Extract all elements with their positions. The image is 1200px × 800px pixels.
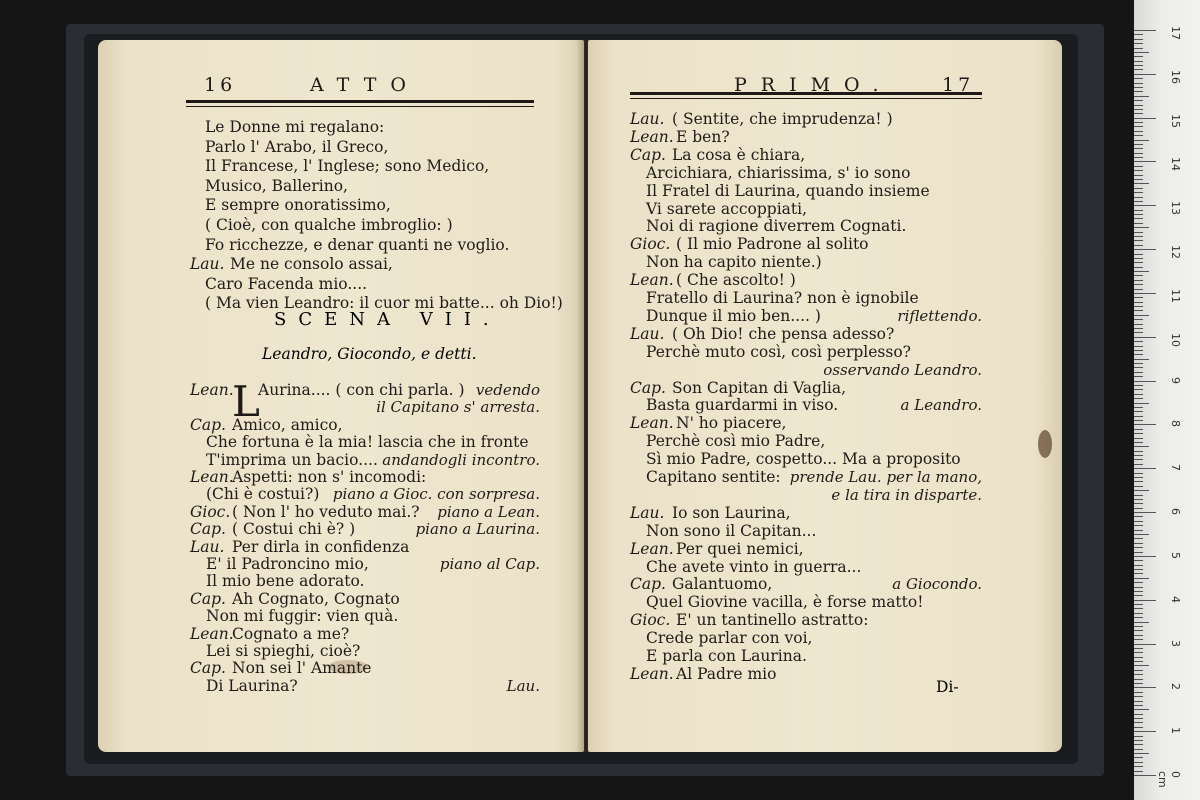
verse-line: Amico, amico, — [232, 415, 343, 434]
ruler-tick — [1134, 744, 1143, 745]
ruler-tick — [1134, 389, 1143, 390]
ruler-tick — [1134, 240, 1143, 241]
ruler-tick — [1134, 236, 1143, 237]
verse-line: ( Che ascolto! ) — [676, 271, 796, 290]
ruler-tick — [1134, 271, 1149, 272]
ruler-tick — [1134, 43, 1143, 44]
ruler-tick — [1134, 679, 1143, 680]
verse-line: Perchè così mio Padre, — [646, 432, 826, 451]
ruler-tick — [1134, 578, 1149, 579]
verse-line: Al Padre mio — [676, 664, 777, 683]
ruler-tick — [1134, 534, 1149, 535]
speaker-label: Cap. — [190, 520, 226, 539]
speaker-label: Cap. — [190, 415, 226, 434]
ruler-tick — [1134, 608, 1143, 609]
ruler-tick — [1134, 722, 1143, 723]
ruler-tick — [1134, 516, 1143, 517]
ruler-tick — [1134, 424, 1156, 425]
ruler-label: 10 — [1169, 332, 1182, 347]
verse-line: ( Ma vien Leandro: il cuor mi batte... oh Dio!) — [205, 294, 563, 313]
ruler-label: 17 — [1169, 26, 1182, 40]
speaker-label: Lean. — [630, 127, 674, 146]
ruler-tick — [1134, 429, 1143, 430]
ruler-label: 7 — [1169, 464, 1182, 472]
ruler-tick — [1134, 376, 1143, 377]
stage-direction: piano a Laurina. — [415, 520, 540, 539]
scene-characters: Leandro, Giocondo, e detti. — [262, 345, 477, 363]
ruler-tick — [1134, 626, 1143, 627]
verse-line: (Chi è costui?) — [206, 485, 320, 504]
verse-line: ( Non l' ho veduto mai.? — [232, 502, 420, 521]
ruler-tick — [1134, 310, 1143, 311]
stage-direction: riflettendo. — [897, 306, 982, 325]
verse-line: Parlo l' Arabo, il Greco, — [205, 137, 389, 156]
catchword: Di- — [936, 678, 959, 696]
ruler-tick — [1134, 61, 1143, 62]
ruler-tick — [1134, 394, 1143, 395]
drop-cap: L — [232, 377, 260, 426]
ruler-label: 9 — [1169, 376, 1182, 384]
stage-direction: a Giocondo. — [892, 575, 982, 594]
ruler-tick — [1134, 442, 1143, 443]
verse-line: Basta guardarmi in viso. — [646, 396, 839, 415]
ruler-tick — [1134, 622, 1149, 623]
ruler-tick — [1134, 635, 1143, 636]
ruler-tick — [1134, 591, 1143, 592]
ruler-tick — [1134, 552, 1143, 553]
ruler-tick — [1134, 683, 1143, 684]
ruler-tick — [1134, 179, 1143, 180]
verse-line: Musico, Ballerino, — [205, 176, 348, 195]
ruler-label: 0 cm — [1156, 771, 1182, 788]
speaker-label: Lau. — [630, 324, 665, 343]
speaker-label: Gioc. — [630, 235, 671, 254]
ruler-tick — [1134, 468, 1156, 469]
ruler-tick — [1134, 696, 1143, 697]
ruler-tick — [1134, 166, 1143, 167]
ruler-tick — [1134, 473, 1143, 474]
ruler-tick — [1134, 718, 1143, 719]
ruler-tick — [1134, 148, 1143, 149]
stage-direction: e la tira in disparte. — [831, 485, 982, 504]
verse-line: Noi di ragione diverrem Cognati. — [646, 217, 907, 236]
ruler-tick — [1134, 197, 1143, 198]
ruler-tick — [1134, 582, 1143, 583]
ruler-tick — [1134, 407, 1143, 408]
ruler-tick — [1134, 617, 1143, 618]
ruler-label: 3 — [1169, 639, 1182, 647]
ruler-tick — [1134, 757, 1143, 758]
ruler-tick — [1134, 113, 1143, 114]
ruler-tick — [1134, 481, 1143, 482]
ruler-tick — [1134, 302, 1143, 303]
ruler-tick — [1134, 192, 1143, 193]
speaker-label: Gioc. — [630, 611, 671, 630]
verse-line: ( Costui chi è? ) — [232, 520, 356, 539]
ruler-tick — [1134, 157, 1143, 158]
verse-line: Le Donne mi regalano: — [205, 118, 385, 136]
ruler-tick — [1134, 727, 1143, 728]
verse-line: Vi sarete accoppiati, — [646, 199, 808, 218]
stage-direction: il Capitano s' arresta. — [376, 398, 540, 417]
verse-line: Perchè muto così, così perplesso? — [646, 342, 911, 361]
ruler-tick — [1134, 701, 1143, 702]
ruler-tick — [1134, 131, 1143, 132]
ruler-tick — [1134, 183, 1149, 184]
speaker-label: Lean. — [190, 624, 234, 643]
verse-line: Sì mio Padre, cospetto... Ma a proposito — [646, 450, 961, 469]
ruler-tick — [1134, 227, 1149, 228]
verse-line: Cognato a me? — [232, 624, 350, 643]
ruler-tick — [1134, 499, 1143, 500]
speaker-label: Cap. — [190, 589, 226, 608]
ruler-tick — [1134, 556, 1156, 557]
ruler-tick — [1134, 687, 1156, 688]
ruler-tick — [1134, 144, 1143, 145]
ruler-tick — [1134, 569, 1143, 570]
stage-direction: a Leandro. — [900, 396, 982, 415]
ruler-tick — [1134, 328, 1143, 329]
verse-line: ( Oh Dio! che pensa adesso? — [672, 324, 895, 343]
ruler-tick — [1134, 188, 1143, 189]
ruler-tick — [1134, 560, 1143, 561]
verse-line: Che fortuna è la mia! lascia che in fronte — [206, 433, 529, 452]
verse-line: Aurina.... ( con chi parla. ) — [258, 381, 465, 399]
verse-line: ( Il mio Padrone al solito — [676, 235, 869, 254]
ruler-tick — [1134, 709, 1149, 710]
ruler-tick — [1134, 289, 1143, 290]
verse-line: Il mio bene adorato. — [206, 572, 365, 591]
ruler-tick — [1134, 648, 1143, 649]
ruler-tick — [1134, 223, 1143, 224]
ruler-tick — [1134, 205, 1156, 206]
ruler-tick — [1134, 30, 1156, 31]
ruler-label: 12 — [1169, 245, 1182, 260]
stage-direction: Lau. — [506, 676, 540, 695]
speaker-label: Lean. — [630, 271, 674, 290]
ruler-tick — [1134, 284, 1143, 285]
ruler-tick — [1134, 455, 1143, 456]
verse-line: E' un tantinello astratto: — [676, 611, 869, 630]
ruler-tick — [1134, 652, 1143, 653]
right-running-header: PRIMO. — [734, 74, 893, 96]
verse-line: Ah Cognato, Cognato — [232, 589, 400, 608]
verse-line: Io son Laurina, — [672, 503, 791, 522]
ruler-tick — [1134, 332, 1143, 333]
ruler-tick — [1134, 122, 1143, 123]
stage-direction: piano al Cap. — [439, 555, 540, 573]
ruler-tick — [1134, 451, 1143, 452]
ruler-tick — [1134, 267, 1143, 268]
ruler-tick — [1134, 39, 1143, 40]
ruler-tick — [1134, 573, 1143, 574]
ruler-tick — [1134, 477, 1143, 478]
stain — [1038, 430, 1052, 458]
ruler-tick — [1134, 692, 1143, 693]
ruler-tick — [1134, 293, 1156, 294]
ruler-label: 8 — [1169, 420, 1182, 428]
ruler-tick — [1134, 665, 1149, 666]
ruler-tick — [1134, 153, 1143, 154]
ruler-tick — [1134, 446, 1149, 447]
ruler-tick — [1134, 210, 1143, 211]
ruler-tick — [1134, 367, 1143, 368]
ruler-tick — [1134, 324, 1143, 325]
ruler-tick — [1134, 740, 1143, 741]
ruler-tick — [1134, 661, 1143, 662]
ruler-tick — [1134, 350, 1143, 351]
ruler-tick — [1134, 644, 1156, 645]
verse-line: La cosa è chiara, — [672, 145, 806, 164]
ruler-label: 1 — [1169, 727, 1182, 735]
ruler-tick — [1134, 140, 1149, 141]
ruler-tick — [1134, 232, 1143, 233]
ruler-tick — [1134, 495, 1143, 496]
ruler-tick — [1134, 118, 1156, 119]
stage-direction: piano a Gioc. con sorpresa. — [332, 485, 540, 504]
verse-line: ( Cioè, con qualche imbroglio: ) — [205, 216, 453, 234]
ruler-label: 4 — [1169, 595, 1182, 603]
ruler-tick — [1134, 34, 1143, 35]
left-header-rule — [186, 100, 534, 107]
ruler-tick — [1134, 420, 1143, 421]
ruler-tick — [1134, 670, 1143, 671]
ruler-tick — [1134, 771, 1143, 772]
ruler-tick — [1134, 775, 1156, 776]
speaker-label: Cap. — [630, 575, 666, 594]
ruler-tick — [1134, 595, 1143, 596]
verse-line: E' il Padroncino mio, — [206, 555, 369, 573]
ruler-tick — [1134, 731, 1156, 732]
speaker-label: Lau. — [630, 503, 665, 522]
ruler-tick — [1134, 105, 1143, 106]
ruler-tick — [1134, 315, 1149, 316]
ruler-tick — [1134, 565, 1143, 566]
ruler-tick — [1134, 459, 1143, 460]
ruler-tick — [1134, 521, 1143, 522]
ruler-tick — [1134, 736, 1143, 737]
ruler-tick — [1134, 258, 1143, 259]
ruler-tick — [1134, 438, 1143, 439]
speaker-label: Lean. — [190, 468, 234, 486]
ruler-tick — [1134, 175, 1143, 176]
ruler-tick — [1134, 87, 1143, 88]
ruler-tick — [1134, 100, 1143, 101]
ruler-tick — [1134, 56, 1143, 57]
ruler-tick — [1134, 363, 1143, 364]
verse-line: Crede parlar con voi, — [646, 629, 813, 648]
verse-line: Lei si spieghi, cioè? — [206, 642, 361, 660]
verse-line: Galantuomo, — [672, 575, 773, 594]
ruler-tick — [1134, 604, 1143, 605]
right-page-number: 17 — [942, 74, 975, 96]
ruler-label: 14 — [1169, 157, 1182, 172]
ruler-tick — [1134, 170, 1143, 171]
verse-line: E ben? — [676, 127, 730, 146]
ruler-label: 6 — [1169, 508, 1182, 516]
speaker-label: Cap. — [630, 145, 666, 164]
verse-line: Fratello di Laurina? non è ignobile — [646, 289, 919, 307]
ruler-tick — [1134, 503, 1143, 504]
verse-line: ( Sentite, che imprudenza! ) — [672, 110, 893, 128]
ruler-tick — [1134, 490, 1149, 491]
ruler-tick — [1134, 766, 1143, 767]
verse-line: Di Laurina? — [206, 676, 298, 695]
ruler-tick — [1134, 249, 1156, 250]
left-running-header: ATTO — [310, 74, 420, 96]
ruler-tick — [1134, 512, 1156, 513]
ruler-tick — [1134, 714, 1143, 715]
ruler-tick — [1134, 254, 1143, 255]
ruler-tick — [1134, 109, 1143, 110]
ruler-label: 15 — [1169, 113, 1182, 128]
measuring-ruler — [1134, 0, 1200, 800]
speaker-label: Lau. — [190, 537, 225, 556]
right-header-rule — [630, 92, 982, 99]
ruler-tick — [1134, 530, 1143, 531]
verse-line: Il Fratel di Laurina, quando insieme — [646, 181, 930, 200]
ruler-tick — [1134, 600, 1156, 601]
verse-line: Dunque il mio ben.... ) — [646, 306, 821, 325]
ruler-tick — [1134, 416, 1143, 417]
speaker-label: Lean. — [630, 414, 674, 433]
ruler-tick — [1134, 65, 1143, 66]
ruler-tick — [1134, 657, 1143, 658]
ruler-tick — [1134, 83, 1143, 84]
ruler-label: 16 — [1169, 69, 1182, 84]
verse-line: Aspetti: non s' incomodi: — [232, 468, 427, 486]
verse-line: N' ho piacere, — [676, 414, 787, 433]
speaker-label: Cap. — [190, 659, 226, 678]
ruler-tick — [1134, 381, 1156, 382]
ruler-tick — [1134, 74, 1156, 75]
verse-line: Arcichiara, chiarissima, s' io sono — [646, 163, 911, 182]
ruler-tick — [1134, 262, 1143, 263]
speaker-label: Gioc. — [190, 502, 231, 521]
ruler-tick — [1134, 749, 1143, 750]
ruler-tick — [1134, 218, 1143, 219]
ruler-tick — [1134, 297, 1143, 298]
ruler-tick — [1134, 762, 1143, 763]
ruler-tick — [1134, 91, 1143, 92]
ruler-tick — [1134, 354, 1143, 355]
ruler-tick — [1134, 280, 1143, 281]
ruler-tick — [1134, 78, 1143, 79]
ruler-tick — [1134, 346, 1143, 347]
verse-line: Non sono il Capitan... — [646, 521, 817, 540]
ruler-tick — [1134, 52, 1149, 53]
ruler-tick — [1134, 214, 1143, 215]
verse-line: Non mi fuggir: vien quà. — [206, 607, 399, 626]
ruler-label: 13 — [1169, 201, 1182, 216]
ruler-tick — [1134, 96, 1149, 97]
stage-direction: prende Lau. per la mano, — [789, 468, 982, 486]
ruler-tick — [1134, 753, 1149, 754]
ruler-tick — [1134, 433, 1143, 434]
verse-line: Il Francese, l' Inglese; sono Medico, — [205, 157, 490, 176]
ruler-tick — [1134, 705, 1143, 706]
verse-line: Fo ricchezze, e denar quanti ne voglio. — [205, 235, 510, 254]
ruler-tick — [1134, 411, 1143, 412]
verse-line: Caro Facenda mio.... — [205, 274, 368, 293]
ruler-tick — [1134, 538, 1143, 539]
ruler-label: 2 — [1169, 683, 1182, 691]
ruler-tick — [1134, 201, 1143, 202]
ruler-tick — [1134, 464, 1143, 465]
verse-line: E sempre onoratissimo, — [205, 196, 391, 215]
left-page-number: 16 — [204, 74, 237, 96]
verse-line: Che avete vinto in guerra... — [646, 557, 862, 576]
verse-line: Per dirla in confidenza — [232, 537, 410, 556]
speaker-label: Lean. — [630, 664, 674, 683]
ruler-tick — [1134, 161, 1156, 162]
ruler-tick — [1134, 508, 1143, 509]
ruler-tick — [1134, 613, 1143, 614]
ruler-tick — [1134, 319, 1143, 320]
verse-line: Non sei l' Amante — [232, 659, 372, 678]
ruler-tick — [1134, 587, 1143, 588]
ruler-tick — [1134, 403, 1149, 404]
ruler-tick — [1134, 543, 1143, 544]
speaker-label: Lean. — [630, 539, 674, 558]
ruler-tick — [1134, 126, 1143, 127]
speaker-label: Lau. — [190, 255, 225, 274]
ruler-tick — [1134, 385, 1143, 386]
ruler-tick — [1134, 69, 1143, 70]
speaker-label: Lean. — [190, 381, 234, 399]
stage-direction: piano a Lean. — [437, 502, 540, 521]
ruler-tick — [1134, 486, 1143, 487]
ruler-tick — [1134, 674, 1143, 675]
ruler-tick — [1134, 547, 1143, 548]
scene-title: SCENA VII. — [274, 309, 501, 330]
ruler-label: 11 — [1169, 288, 1182, 303]
ruler-tick — [1134, 245, 1143, 246]
verse-line: Son Capitan di Vaglia, — [672, 378, 847, 397]
verse-line: Capitano sentite: — [646, 468, 781, 486]
verse-line: Me ne consolo assai, — [230, 255, 393, 274]
ruler-tick — [1134, 337, 1156, 338]
ruler-tick — [1134, 275, 1143, 276]
ruler-tick — [1134, 372, 1143, 373]
verse-line: T'imprima un bacio.... — [206, 450, 378, 469]
ruler-tick — [1134, 135, 1143, 136]
ruler-tick — [1134, 398, 1143, 399]
ruler-tick — [1134, 630, 1143, 631]
speaker-label: Cap. — [630, 378, 666, 397]
stage-direction: andandogli incontro. — [382, 450, 540, 469]
stage-direction: vedendo — [475, 381, 540, 399]
verse-line: Quel Giovine vacilla, è forse matto! — [646, 593, 924, 612]
verse-line: E parla con Laurina. — [646, 647, 807, 665]
ruler-tick — [1134, 359, 1149, 360]
verse-line: Per quei nemici, — [676, 539, 804, 558]
ruler-tick — [1134, 525, 1143, 526]
ruler-tick — [1134, 48, 1143, 49]
ruler-tick — [1134, 306, 1143, 307]
ruler-label: 5 — [1169, 551, 1182, 559]
speaker-label: Lau. — [630, 110, 665, 128]
ruler-tick — [1134, 341, 1143, 342]
ruler-tick — [1134, 639, 1143, 640]
stage-direction: osservando Leandro. — [823, 360, 982, 379]
verse-line: Non ha capito niente.) — [646, 253, 822, 272]
